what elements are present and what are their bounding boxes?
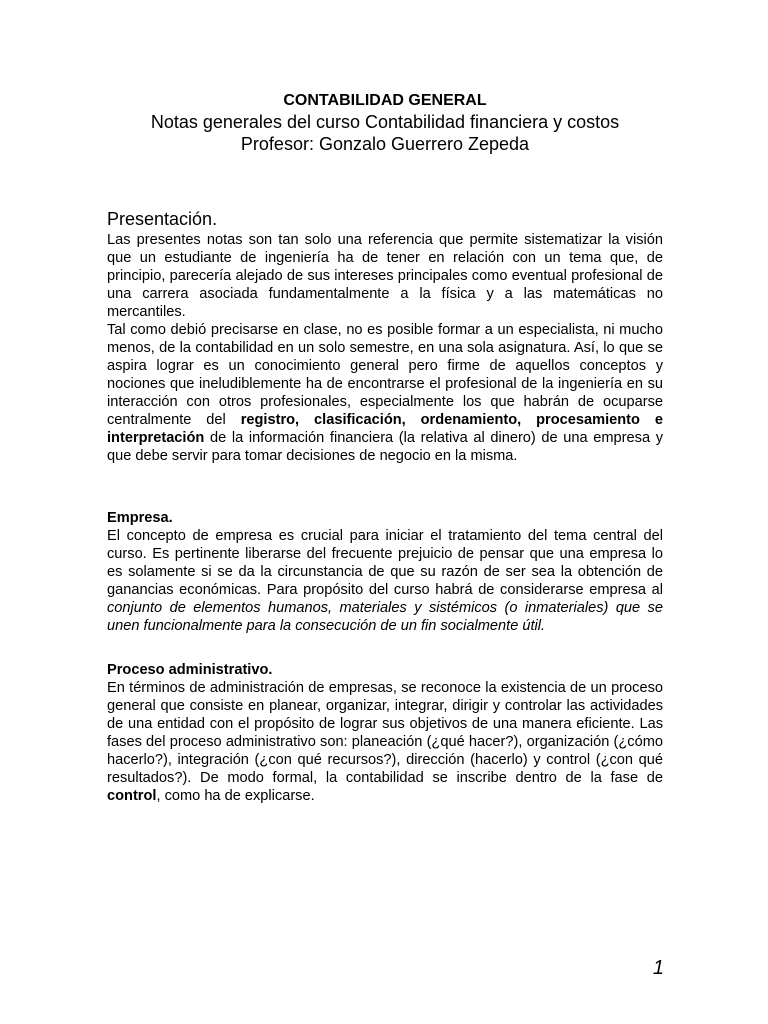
presentation-paragraph-2 [107,321,663,465]
proceso-paragraph-bold: control [107,788,157,804]
proceso-paragraph [107,679,663,805]
empresa-paragraph-italic: conjunto de elementos humanos, materiales y sistémicos (o inmateriales) que se unen funcionalmente para la consecución de un fin socialmente útil. [107,600,663,634]
empresa-paragraph-text: El concepto de empresa es crucial para iniciar el tratamiento del tema central del curso. Es pertinente liberarse del frecuente prejuicio de pensar que una empresa lo es solamente si se da la circunstancia de que su razón de ser sea la obtención de ganancias económicas. Para propósito del curso habrá de considerarse empresa al [107,528,663,598]
document-subtitle: Notas generales del curso Contabilidad financiera y costos [150,112,620,132]
proceso-paragraph-tail: , como ha de explicarse. [156,788,315,804]
presentation-paragraph-2-text: Tal como debió precisarse en clase, no es posible formar a un especialista, ni mucho menos, de la contabilidad en un solo semestre, en una sola asignatura. Así, lo que se aspira lograr es un conocimiento general pero firme de aquellos conceptos y nociones que ineludiblemente ha de encontrarse el profesional de la ingeniería en su interacción con otros profesionales, especialmente los que habrán de ocuparse centralmente del [107,322,663,428]
presentation-paragraph-1: Las presentes notas son tan solo una referencia que permite sistematizar la visión que un estudiante de ingeniería ha de tener en relación con un tema que, de principio, parecería alejado de sus intereses principales como eventual profesional de una carrera asociada fundamentalmente a la física y a las matemáticas no mercantiles. [107,232,663,320]
presentation-heading: Presentación. [107,209,218,229]
document-title: CONTABILIDAD GENERAL [283,92,487,109]
empresa-heading: Empresa. [107,510,173,526]
proceso-heading: Proceso administrativo. [107,662,273,678]
presentation-paragraph-2-bold: registro, clasificación, ordenamiento, procesamiento e interpretación [107,412,663,446]
empresa-paragraph [107,527,663,635]
document-page [107,91,663,805]
document-header [93,91,677,155]
page-number: 1 [652,957,664,979]
proceso-paragraph-text: En términos de administración de empresas, se reconoce la existencia de un proceso general que consiste en planear, organizar, integrar, dirigir y controlar las actividades de una entidad con el propósito de lograr sus objetivos de una manera eficiente. Las fases del proceso administrativo son: planeación (¿qué hacer?), organización (¿cómo hacerlo?), integración (¿con qué recursos?), dirección (hacerlo) y control (¿con qué resultados?). De modo formal, la contabilidad se inscribe dentro de la fase de [107,680,663,786]
professor-line: Profesor: Gonzalo Guerrero Zepeda [240,134,530,154]
presentation-paragraph-2-tail: de la información financiera (la relativa al dinero) de una empresa y que debe servir para tomar decisiones de negocio en la misma. [107,430,663,464]
